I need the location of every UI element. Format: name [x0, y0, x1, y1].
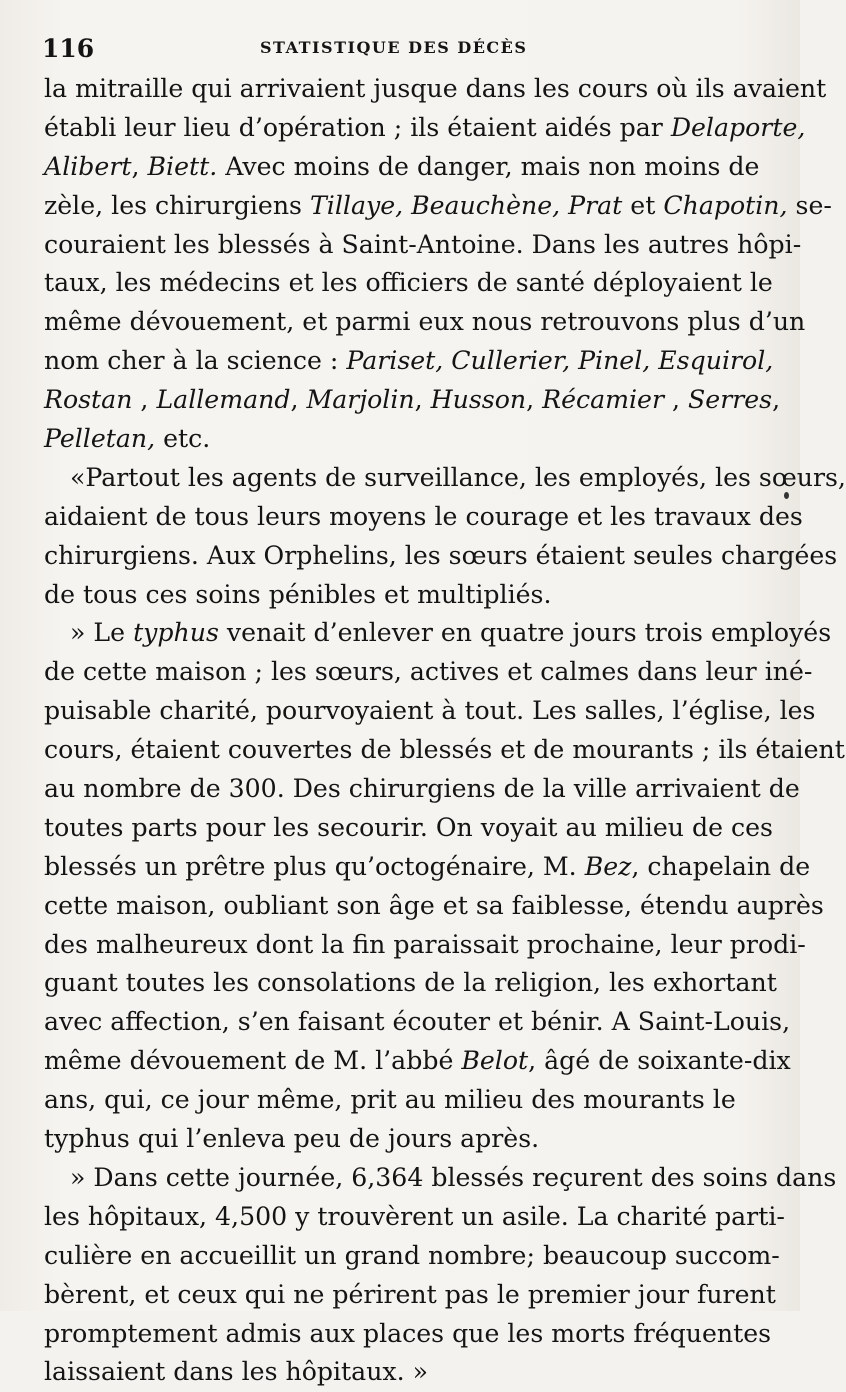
text-line — [44, 70, 827, 109]
text-segment: laissaient dans les hôpitaux. » — [44, 1357, 429, 1387]
text-segment: , — [526, 385, 543, 415]
text-line — [44, 653, 813, 692]
text-line — [44, 1120, 732, 1159]
italic-text: Alibert — [44, 151, 132, 181]
margin-speck — [784, 492, 789, 499]
text-segment: , — [131, 151, 148, 181]
text-line — [44, 537, 838, 576]
text-segment: , âgé de soixante-dix — [528, 1046, 791, 1076]
italic-text: Biett. — [147, 151, 218, 181]
italic-text: Belot — [461, 1046, 529, 1076]
italic-text: Pelletan, — [44, 424, 156, 454]
text-line — [44, 226, 802, 265]
text-line — [44, 1237, 780, 1276]
running-head: STATISTIQUE DES DÉCÈS — [260, 38, 528, 57]
text-line — [44, 809, 773, 848]
text-segment: promptement admis aux places que les morts fréquentes — [44, 1318, 772, 1348]
text-segment: venait d’enlever en quatre jours trois employés — [218, 618, 832, 648]
italic-text: Tillaye, Beauchène, Prat — [309, 190, 623, 220]
text-segment: établi leur lieu d’opération ; ils étaient aidés par — [44, 112, 671, 142]
text-line — [44, 1198, 785, 1237]
text-line — [44, 731, 845, 770]
text-line — [44, 303, 806, 342]
text-segment: même dévouement de M. l’abbé — [44, 1046, 462, 1076]
text-line — [44, 848, 811, 887]
text-segment: et — [622, 190, 664, 220]
text-line — [44, 1159, 837, 1198]
text-segment: typhus qui l’enleva peu de jours après. — [44, 1124, 540, 1154]
text-segment: zèle, les chirurgiens — [44, 190, 310, 220]
text-segment: chirurgiens. Aux Orphelins, les sœurs étaient seules chargées — [44, 540, 838, 570]
text-line — [44, 420, 732, 459]
text-segment: avec affection, s’en faisant écouter et bénir. A Saint-Louis, — [44, 1007, 791, 1037]
text-segment: cette maison, oubliant son âge et sa faiblesse, étendu auprès — [44, 890, 824, 920]
text-line — [44, 148, 760, 187]
text-segment: les hôpitaux, 4,500 y trouvèrent un asile. La charité parti- — [44, 1201, 785, 1231]
text-segment: bèrent, et ceux qui ne périrent pas le premier jour furent — [44, 1279, 776, 1309]
italic-text: Chapotin, — [663, 190, 788, 220]
text-segment: la mitraille qui arrivaient jusque dans les cours où ils avaient — [44, 74, 827, 103]
text-segment: se- — [787, 190, 832, 220]
text-segment: aidaient de tous leurs moyens le courage et les travaux des — [44, 501, 803, 531]
text-segment: guant toutes les consolations de la religion, les exhortant — [44, 968, 777, 998]
text-line — [44, 381, 781, 420]
text-segment: taux, les médecins et les officiers de santé déployaient le — [44, 268, 773, 298]
text-line — [44, 1042, 791, 1081]
text-segment: toutes parts pour les secourir. On voyait au milieu de ces — [44, 812, 773, 842]
text-segment: , — [664, 385, 689, 415]
text-segment: , — [290, 385, 307, 415]
text-line — [44, 770, 800, 809]
italic-text: typhus — [133, 618, 219, 648]
text-line — [44, 692, 816, 731]
page-number: 116 — [42, 34, 95, 63]
italic-text: Husson — [430, 385, 527, 415]
text-segment: couraient les blessés à Saint-Antoine. Dans les autres hôpi- — [44, 229, 802, 259]
italic-text: Delaporte, — [670, 112, 806, 142]
text-line — [44, 498, 803, 537]
text-segment: des malheureux dont la fin paraissait prochaine, leur prodi- — [44, 929, 806, 959]
text-line — [44, 1003, 791, 1042]
text-segment: cours, étaient couvertes de blessés et de mourants ; ils étaient — [44, 735, 845, 765]
text-segment: » Dans cette journée, 6,364 blessés reçurent des soins dans — [70, 1162, 837, 1192]
text-segment: de tous ces soins pénibles et multipliés. — [44, 579, 552, 609]
body-text — [44, 70, 846, 1392]
text-segment: «Partout les agents de surveillance, les employés, les sœurs, — [70, 462, 846, 492]
text-line — [44, 1276, 776, 1315]
text-line — [44, 187, 832, 226]
italic-text: Pariset, Cullerier, Pinel, Esquirol, — [346, 346, 774, 376]
text-segment: , chapelain de — [631, 851, 811, 881]
page-header — [42, 34, 732, 70]
text-segment: de cette maison ; les sœurs, actives et calmes dans leur iné- — [44, 657, 813, 687]
text-line — [44, 964, 777, 1003]
text-segment: puisable charité, pourvoyaient à tout. Les salles, l’église, les — [44, 696, 816, 726]
text-line — [44, 926, 806, 965]
text-line — [44, 576, 732, 615]
text-segment: au nombre de 300. Des chirurgiens de la ville arrivaient de — [44, 774, 800, 804]
text-line — [44, 614, 832, 653]
text-line — [44, 1081, 736, 1120]
text-segment: etc. — [155, 424, 211, 454]
text-segment: culière en accueillit un grand nombre; beaucoup succom- — [44, 1240, 780, 1270]
italic-text: Bez — [584, 851, 632, 881]
text-segment: , — [772, 385, 781, 415]
text-line — [44, 1353, 732, 1392]
text-line — [44, 264, 773, 303]
text-segment: Avec moins de danger, mais non moins de — [217, 151, 760, 181]
text-line — [44, 1315, 772, 1354]
text-line — [44, 887, 824, 926]
text-segment: même dévouement, et parmi eux nous retrouvons plus d’un — [44, 307, 806, 337]
text-line — [44, 109, 806, 148]
text-segment: blessés un prêtre plus qu’octogénaire, M. — [44, 851, 585, 881]
italic-text: Serres — [688, 385, 773, 415]
italic-text: Lallemand — [156, 385, 291, 415]
italic-text: Rostan — [44, 385, 133, 415]
italic-text: Récamier — [542, 385, 664, 415]
italic-text: Marjolin — [306, 385, 415, 415]
text-line — [44, 342, 774, 381]
text-line — [44, 459, 846, 498]
text-segment: , — [414, 385, 431, 415]
text-segment: » Le — [70, 618, 134, 648]
text-segment: ans, qui, ce jour même, prit au milieu des mourants le — [44, 1085, 736, 1115]
text-segment: , — [132, 385, 157, 415]
text-segment: nom cher à la science : — [44, 346, 347, 376]
